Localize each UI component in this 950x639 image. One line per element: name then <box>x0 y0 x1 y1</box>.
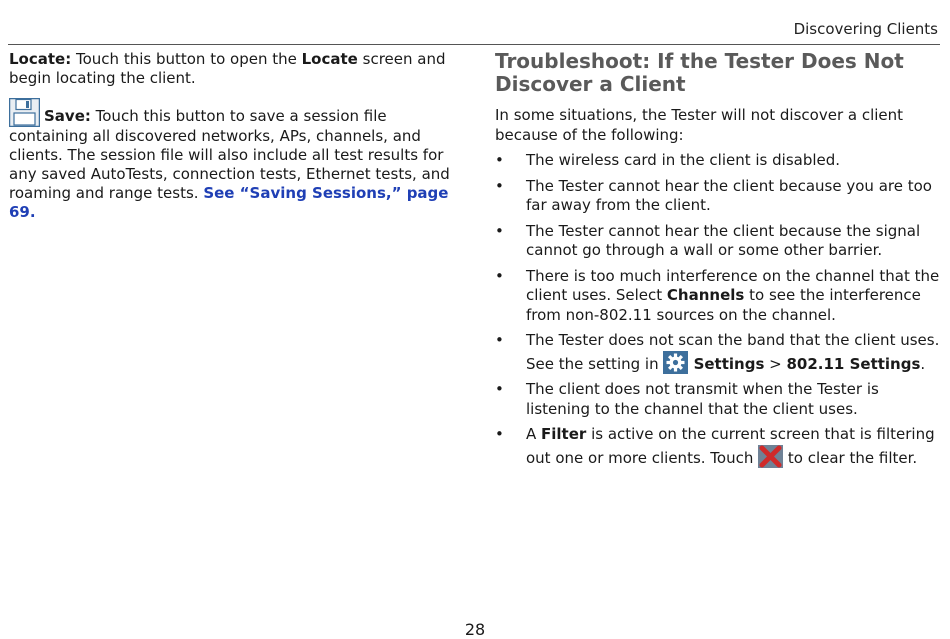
save-icon <box>9 98 40 127</box>
save-paragraph <box>9 98 464 222</box>
list-item <box>495 267 940 326</box>
locate-text: Touch this button to open the <box>71 50 302 68</box>
filter-bold: Filter <box>541 425 587 443</box>
list-item <box>495 425 940 468</box>
save-text: Touch this button to save a session file containing all discovered networks, APs, channels, and clients. The session file will also include all test results for any saved AutoTests, connection tests, Ethernet tests, and roaming and range tests. <box>9 107 450 202</box>
clear-filter-icon <box>758 445 783 468</box>
bullet: • <box>495 176 504 195</box>
list-item <box>495 380 940 419</box>
item-text: The wireless card in the client is disabled. <box>526 151 841 169</box>
bullet: • <box>495 380 504 398</box>
item-text-end: to see the interference from non-802.11 sources on the channel. <box>526 286 921 324</box>
gear-icon <box>663 351 688 374</box>
saving-sessions-link[interactable]: See “Saving Sessions,” page 69. <box>9 184 449 221</box>
bullet: • <box>495 331 504 349</box>
save-label: Save: <box>44 107 91 125</box>
list-item <box>495 151 940 171</box>
bullet: • <box>495 151 504 169</box>
item-text: There is too much interference on the channel that the client uses. Select <box>526 266 940 304</box>
settings-bold: Settings <box>688 354 765 373</box>
bullet: • <box>495 221 504 240</box>
bullet: • <box>495 266 504 285</box>
locate-paragraph <box>9 50 464 88</box>
right-column <box>495 50 940 474</box>
item-text: A <box>526 425 542 443</box>
bullet: • <box>495 425 504 443</box>
page-number: 28 <box>464 620 486 639</box>
item-text: The client does not transmit when the Tester is listening to the channel that the client uses. <box>526 380 879 418</box>
locate-text-end: screen and begin locating the client. <box>9 50 446 87</box>
list-item <box>495 331 940 374</box>
locate-bold: Locate <box>301 50 358 68</box>
cause-list <box>495 151 940 468</box>
channels-bold: Channels <box>666 286 745 304</box>
header-rule <box>8 44 940 45</box>
locate-label: Locate: <box>9 50 72 68</box>
left-column <box>9 50 464 222</box>
troubleshoot-heading: Troubleshoot: If the Tester Does Not Discover a Client <box>495 49 904 96</box>
intro-text: In some situations, the Tester will not discover a client because of the following: <box>495 106 904 144</box>
item-text-end: to clear the filter. <box>783 448 918 467</box>
item-text-end: . <box>920 354 926 373</box>
path-separator: > <box>764 354 787 373</box>
list-item <box>495 177 940 216</box>
item-text: The Tester cannot hear the client because you are too far away from the client. <box>526 176 932 214</box>
item-text: The Tester cannot hear the client because the signal cannot go through a wall or some other barrier. <box>526 221 921 259</box>
section-header: Discovering Clients <box>793 20 938 38</box>
item-text-mid: is active on the current screen that is filtering out one or more clients. Touch <box>526 425 935 467</box>
80211-settings-bold: 802.11 Settings <box>786 354 921 373</box>
list-item <box>495 222 940 261</box>
item-text: The Tester does not scan the band that the client uses. See the setting in <box>526 331 940 373</box>
